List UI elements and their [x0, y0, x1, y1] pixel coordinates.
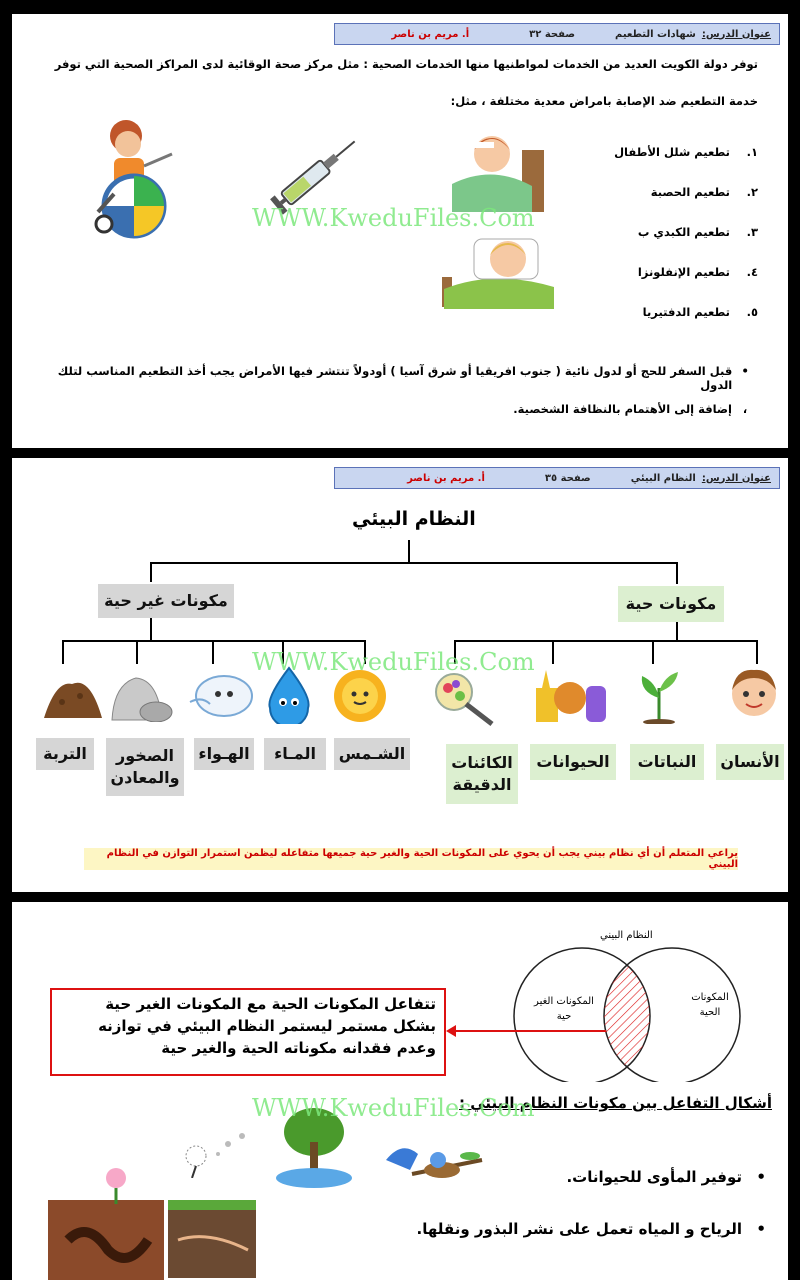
- watermark: WWW.KweduFiles.Com: [252, 1094, 535, 1122]
- teacher-note: يراعي المتعلم أن أي نظام بيني يجب أن يحوي على المكونات الحية والغير حية جميعها متفاعله ليظمن استمرار التوازن في النظام البيني: [84, 848, 738, 870]
- page-ecosystem-interaction: [12, 902, 788, 1280]
- page-number: صفحة ٣٢: [529, 28, 575, 40]
- intro-line-1: توفر دولة الكويت العديد من الخدمات لمواطنيها منها الخدمات الصحية : مثل مركز صحة الوقائية لدى المراكز الصحية التي توفر: [54, 57, 758, 71]
- soil-animals-image: [48, 1160, 258, 1280]
- page-header: [334, 23, 780, 45]
- teacher-name: أ. مريم بن ناصر: [391, 28, 470, 40]
- rocks-minerals-label: الصخور والمعادن: [106, 738, 184, 796]
- living-components-box: مكونات حية: [618, 586, 724, 622]
- page-35: [12, 458, 788, 892]
- air-icon: [188, 672, 254, 720]
- list-item: ٢. تطعيم الحصبة: [650, 185, 758, 199]
- plants-label: النباتات: [630, 744, 704, 780]
- venn-title: النظام البيني: [600, 930, 653, 941]
- page-header: [334, 467, 780, 489]
- venn-living-label: المكونات الحية: [691, 992, 729, 1018]
- section-heading: أشكال التفاعل بين مكونات النظام البيئي :: [458, 1094, 772, 1112]
- vaccine-list: [558, 132, 758, 332]
- human-label: الأنسان: [716, 744, 784, 780]
- plant-icon: [634, 668, 684, 724]
- wheelchair-child-image: [84, 114, 194, 239]
- animals-label: الحيوانات: [530, 744, 616, 780]
- bullet-wind-water: • الرياح و المياه تعمل على نشر البذور ونقلها.: [416, 1220, 766, 1238]
- human-boy-icon: [728, 664, 780, 724]
- lesson-label: عنوان الدرس:: [701, 472, 771, 484]
- microorganisms-icon: [430, 670, 500, 726]
- list-item: ١. تطعيم شلل الأطفال: [614, 145, 758, 159]
- soil-label: التربة: [36, 738, 94, 770]
- teacher-name: أ. مريم بن ناصر: [407, 472, 485, 484]
- interaction-callout: تتفاعل المكونات الحية مع المكونات الغير حية بشكل مستمر ليستمر النظام البيئي في توازنه وعدم فقدانه مكوناته الحية والغير حية: [50, 988, 446, 1076]
- list-item: ٣. تطعيم الكبدي ب: [637, 225, 758, 239]
- lesson-title: النظام البيئي: [630, 472, 696, 484]
- rocks-icon: [106, 670, 176, 722]
- list-item: ٤. تطعيم الإنفلونزا: [637, 265, 758, 279]
- nonliving-components-box: مكونات غير حية: [98, 584, 234, 618]
- bullet-shelter: • توفير المأوى للحيوانات.: [566, 1168, 766, 1186]
- page-32: [12, 14, 788, 448]
- birds-nest-image: [382, 1130, 484, 1190]
- diagram-title: النظام البيئي: [352, 508, 476, 530]
- page-number: صفحة ٣٥: [544, 472, 591, 484]
- intro-line-2: خدمة التطعيم ضد الإصابة بامراض معدية مختلفة ، مثل:: [450, 94, 758, 108]
- watermark: WWW.KweduFiles.Com: [252, 648, 535, 676]
- callout-arrow: [456, 1030, 606, 1032]
- sun-label: الشـمس: [334, 738, 410, 770]
- sun-icon: [332, 668, 388, 724]
- air-label: الهـواء: [194, 738, 254, 770]
- venn-nonliving-label: المكونات الغير حية: [534, 996, 594, 1022]
- water-label: المـاء: [264, 738, 326, 770]
- lesson-label: عنوان الدرس:: [701, 28, 771, 40]
- lesson-title: شهادات التطعيم: [615, 28, 696, 40]
- microorganisms-label: الكائنات الدقيقة: [446, 744, 518, 804]
- dandelion-seeds-image: [178, 1128, 258, 1178]
- watermark: WWW.KweduFiles.Com: [252, 204, 535, 232]
- sick-child-image-1: [452, 124, 552, 212]
- bullet-travel: • قبل السفر للحج أو لدول نائية ( جنوب افريقيا أو شرق آسيا ) أودولاً تنتشر فيها الأمراض يجب أخذ التطعيم المناسب لتلك الدول: [57, 364, 749, 392]
- animals-icon: [530, 668, 608, 724]
- soil-icon: [42, 672, 104, 720]
- list-item: ٥. تطعيم الدفتيريا: [642, 305, 758, 319]
- bullet-hygiene: ، إضافة إلى الأهتمام بالنظافة الشخصية.: [513, 402, 748, 416]
- sick-child-image-2: [434, 229, 564, 309]
